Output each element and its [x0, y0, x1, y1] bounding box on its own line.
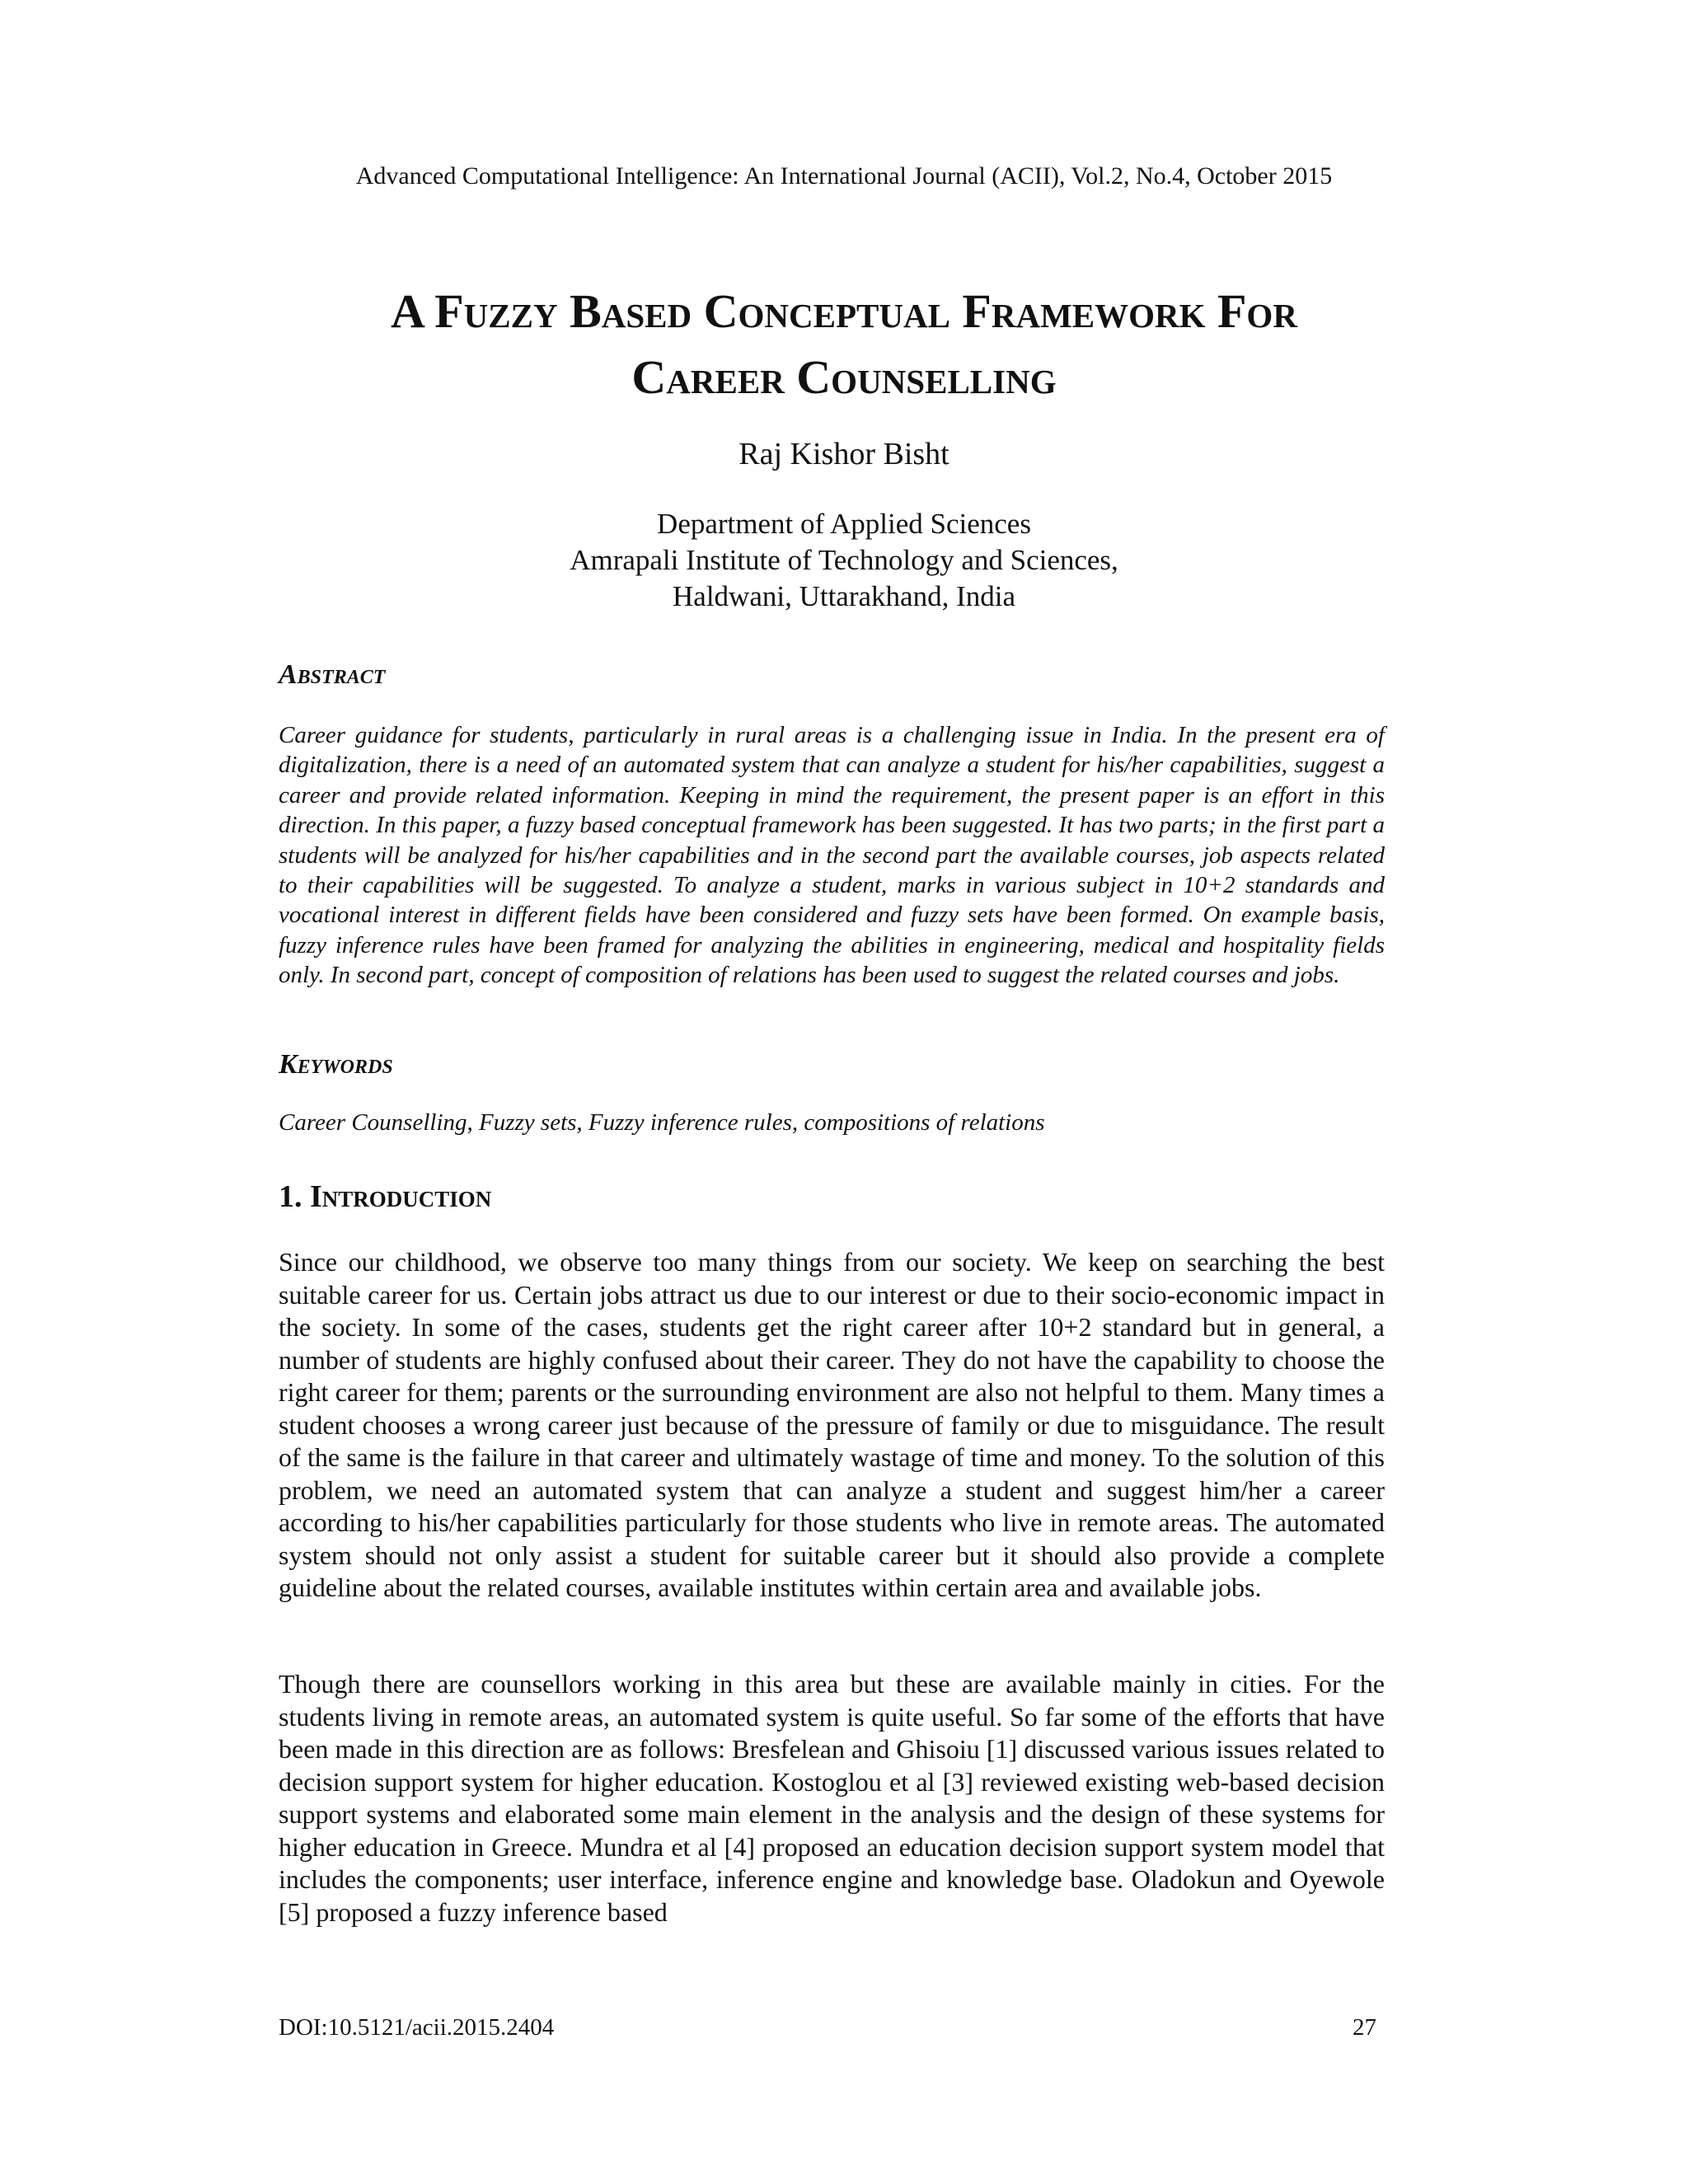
abstract-text: Career guidance for students, particularly in rural areas is a challenging issue in India. In the present era of digitalization, there is a need of an automated system that can analyze a student for his/her capabilities, suggest a career and provide related information. Keeping in mind the requirement, the present paper is an effort in this direction. In this paper, a fuzzy based conceptual framework has been suggested. It has two parts; in the first part a students will be analyzed for his/her capabilities and in the second part the available courses, job aspects related to their capabilities will be suggested. To analyze a student, marks in various subject in 10+2 standards and vocational interest in different fields have been considered and fuzzy sets have been formed. On example basis, fuzzy inference rules have been framed for analyzing the abilities in engineering, medical and hospitality fields only. In second part, concept of composition of relations has been used to suggest the related courses and jobs. — [279, 722, 1385, 989]
introduction-paragraph-1: Since our childhood, we observe too many things from our society. We keep on searching the best suitable career for us. Certain jobs attract us due to our interest or due to their socio-economic impact in the society. In some of the cases, students get the right career after 10+2 standard but in general, a number of students are highly confused about their career. They do not have the capability to choose the right career for them; parents or the surrounding environment are also not helpful to them. Many times a student chooses a wrong career just because of the pressure of family or due to misguidance. The result of the same is the failure in that career and ultimately wastage of time and money. To the solution of this problem, we need an automated system that can analyze a student and suggest him/her a career according to his/her capabilities particularly for those students who live in remote areas. The automated system should not only assist a student for suitable career but it should also provide a complete guideline about the related courses, available institutes within certain area and available jobs. — [279, 1247, 1385, 1602]
footer-doi: DOI:10.5121/acii.2015.2404 — [279, 2014, 555, 2041]
introduction-paragraph-2: Though there are counsellors working in this area but these are available mainly in cities. For the students living in remote areas, an automated system is quite useful. So far some of the efforts that have been made in this direction are as follows: Bresfelean and Ghisoiu [1] discussed various issues related to decision support system for higher education. Kostoglou et al [3] reviewed existing web-based decision support systems and elaborated some main element in the analysis and the design of these systems for higher education in Greece. Mundra et al [4] proposed an education decision support system model that includes the components; user interface, inference engine and knowledge base. Oladokun and Oyewole [5] proposed a fuzzy inference based — [279, 1669, 1385, 1927]
paper-title-line-2: Career Counselling — [631, 350, 1057, 404]
affiliation-institute: Amrapali Institute of Technology and Sciences, — [570, 544, 1118, 576]
journal-header: Advanced Computational Intelligence: An International Journal (ACII), Vol.2, No.4, October 2015 — [355, 162, 1333, 190]
keywords-text: Career Counselling, Fuzzy sets, Fuzzy inference rules, compositions of relations — [279, 1109, 1045, 1136]
abstract-heading: Abstract — [279, 659, 386, 690]
keywords-heading: Keywords — [279, 1049, 393, 1080]
affiliation-department: Department of Applied Sciences — [657, 508, 1031, 540]
page-number: 27 — [1353, 2014, 1376, 2041]
paper-title — [0, 279, 1688, 410]
author-affiliation — [0, 506, 1688, 615]
author-name: Raj Kishor Bisht — [738, 437, 950, 471]
paper-title-line-1: A Fuzzy Based Conceptual Framework For — [391, 284, 1297, 338]
affiliation-location: Haldwani, Uttarakhand, India — [673, 580, 1015, 612]
introduction-heading: 1. Introduction — [279, 1179, 492, 1214]
